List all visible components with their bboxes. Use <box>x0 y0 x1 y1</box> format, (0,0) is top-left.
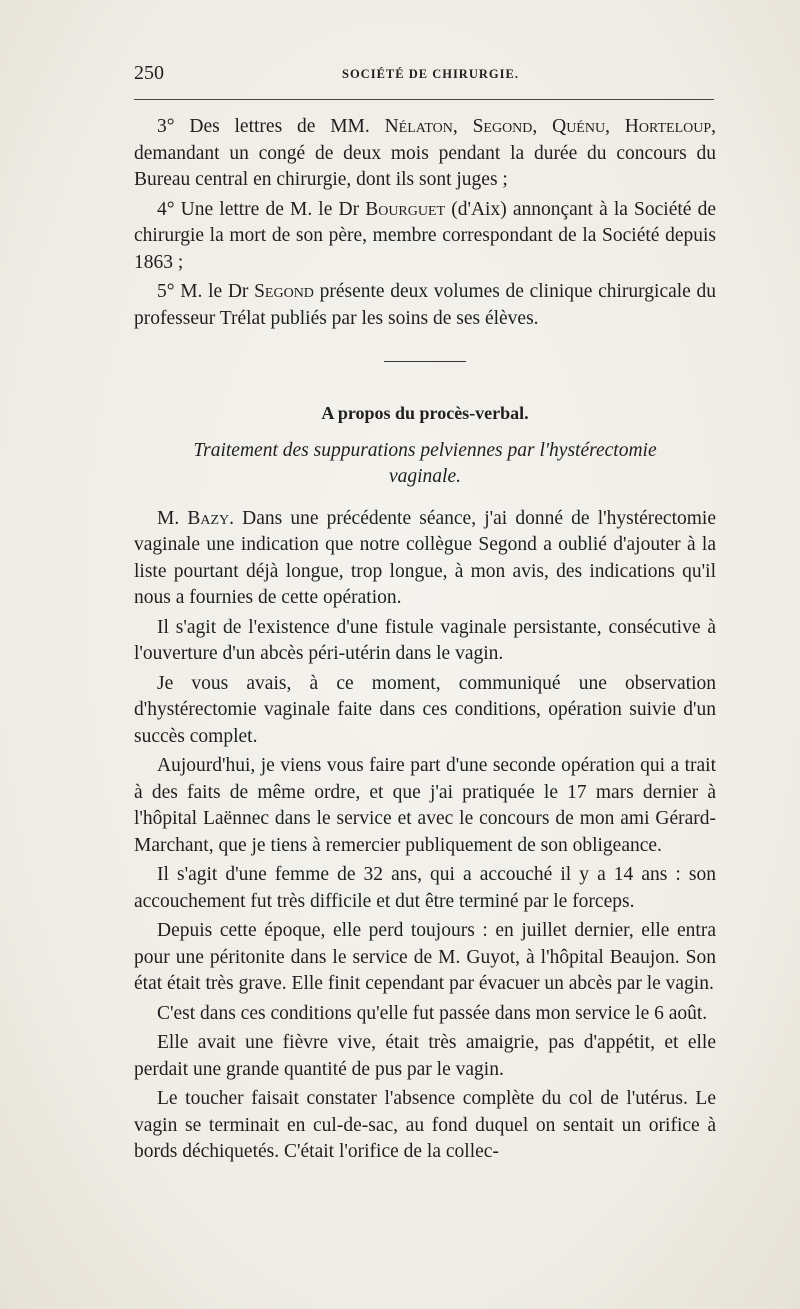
paragraph-bazy: M. Bazy. Dans une précédente séance, j'ai donné de l'hystérectomie vaginale une indication que notre collègue Segond a oublié d'ajouter à la liste pourtant déjà longue, trop longue, à mon avis, des indications qu'il nous a fournies de cette opération. <box>134 507 716 608</box>
paragraph-segond: 5° M. le Dr Segond présente deux volumes de clinique chirurgicale du professeur Trélat publiés par les soins de ses élèves. <box>134 281 716 329</box>
paragraph-bourguet: 4° Une lettre de M. le Dr Bourguet (d'Aix) annonçant à la Société de chirurgie la mort de son père, membre correspondant de la Société depuis 1863 ; <box>134 198 716 273</box>
paragraph-history: Depuis cette époque, elle perd toujours : en juillet dernier, elle entra pour une péritonite dans le service de M. Guyot, à l'hôpital Beaujon. Son état était très grave. Elle finit cependant par évacuer un abcès par le vagin. <box>134 920 716 994</box>
running-head: SOCIÉTÉ DE CHIRURGIE. <box>342 67 519 81</box>
name-segond: Segond <box>472 116 533 137</box>
section-subtitle: Traitement des suppurations pelviennes par l'hystérectomie vaginale. <box>193 439 657 487</box>
paragraph-operation: Aujourd'hui, je viens vous faire part d'une seconde opération qui a trait à des faits de même ordre, et que j'ai pratiquée le 17 mars dernier à l'hôpital Laënnec dans le service et avec le concours de mon ami Gérard-Marchant, que je tiens à remercier publiquement de son obligeance. <box>134 755 716 856</box>
header-rule <box>134 99 714 100</box>
page-header <box>134 62 716 86</box>
paragraph-letters: 3° Des lettres de MM. Nélaton, Segond, Quénu, Horteloup, demandant un congé de deux mois pendant la durée du concours du Bureau central en chirurgie, dont ils sont juges ; <box>134 116 717 190</box>
paragraph-symptoms: Elle avait une fièvre vive, était très amaigrie, pas d'appétit, et elle perdait une grande quantité de pus par le vagin. <box>134 1032 716 1080</box>
page-number: 250 <box>134 62 164 84</box>
paragraph-patient: Il s'agit d'une femme de 32 ans, qui a accouché il y a 14 ans : son accouchement fut très difficile et dut être terminé par le forceps. <box>134 864 716 912</box>
name-horteloup: Horteloup <box>624 116 712 137</box>
section-divider <box>384 361 466 362</box>
section-title: A propos du procès-verbal. <box>321 403 529 423</box>
name-nelaton: Nélaton <box>384 116 453 137</box>
paragraph-examination: Le toucher faisait constater l'absence complète du col de l'utérus. Le vagin se terminait en cul-de-sac, au fond duquel on sentait un orifice à bords déchiquetés. C'était l'orifice de la collec- <box>134 1088 716 1162</box>
name-bourguet: Bourguet <box>365 198 446 220</box>
paragraph-observation: Je vous avais, à ce moment, communiqué une observation d'hystérectomie vaginale faite dans ces conditions, opération suivie d'un succès complet. <box>134 672 716 747</box>
paragraph-admission: C'est dans ces conditions qu'elle fut passée dans mon service le 6 août. <box>157 1002 708 1024</box>
name-bazy: Bazy <box>187 507 230 529</box>
name-quenu: Quénu <box>552 116 606 137</box>
body-text <box>134 114 716 1169</box>
paragraph-fistule: Il s'agit de l'existence d'une fistule vaginale persistante, consécutive à l'ouverture d'un abcès péri-utérin dans le vagin. <box>134 616 716 664</box>
name-segond-2: Segond <box>254 281 314 302</box>
